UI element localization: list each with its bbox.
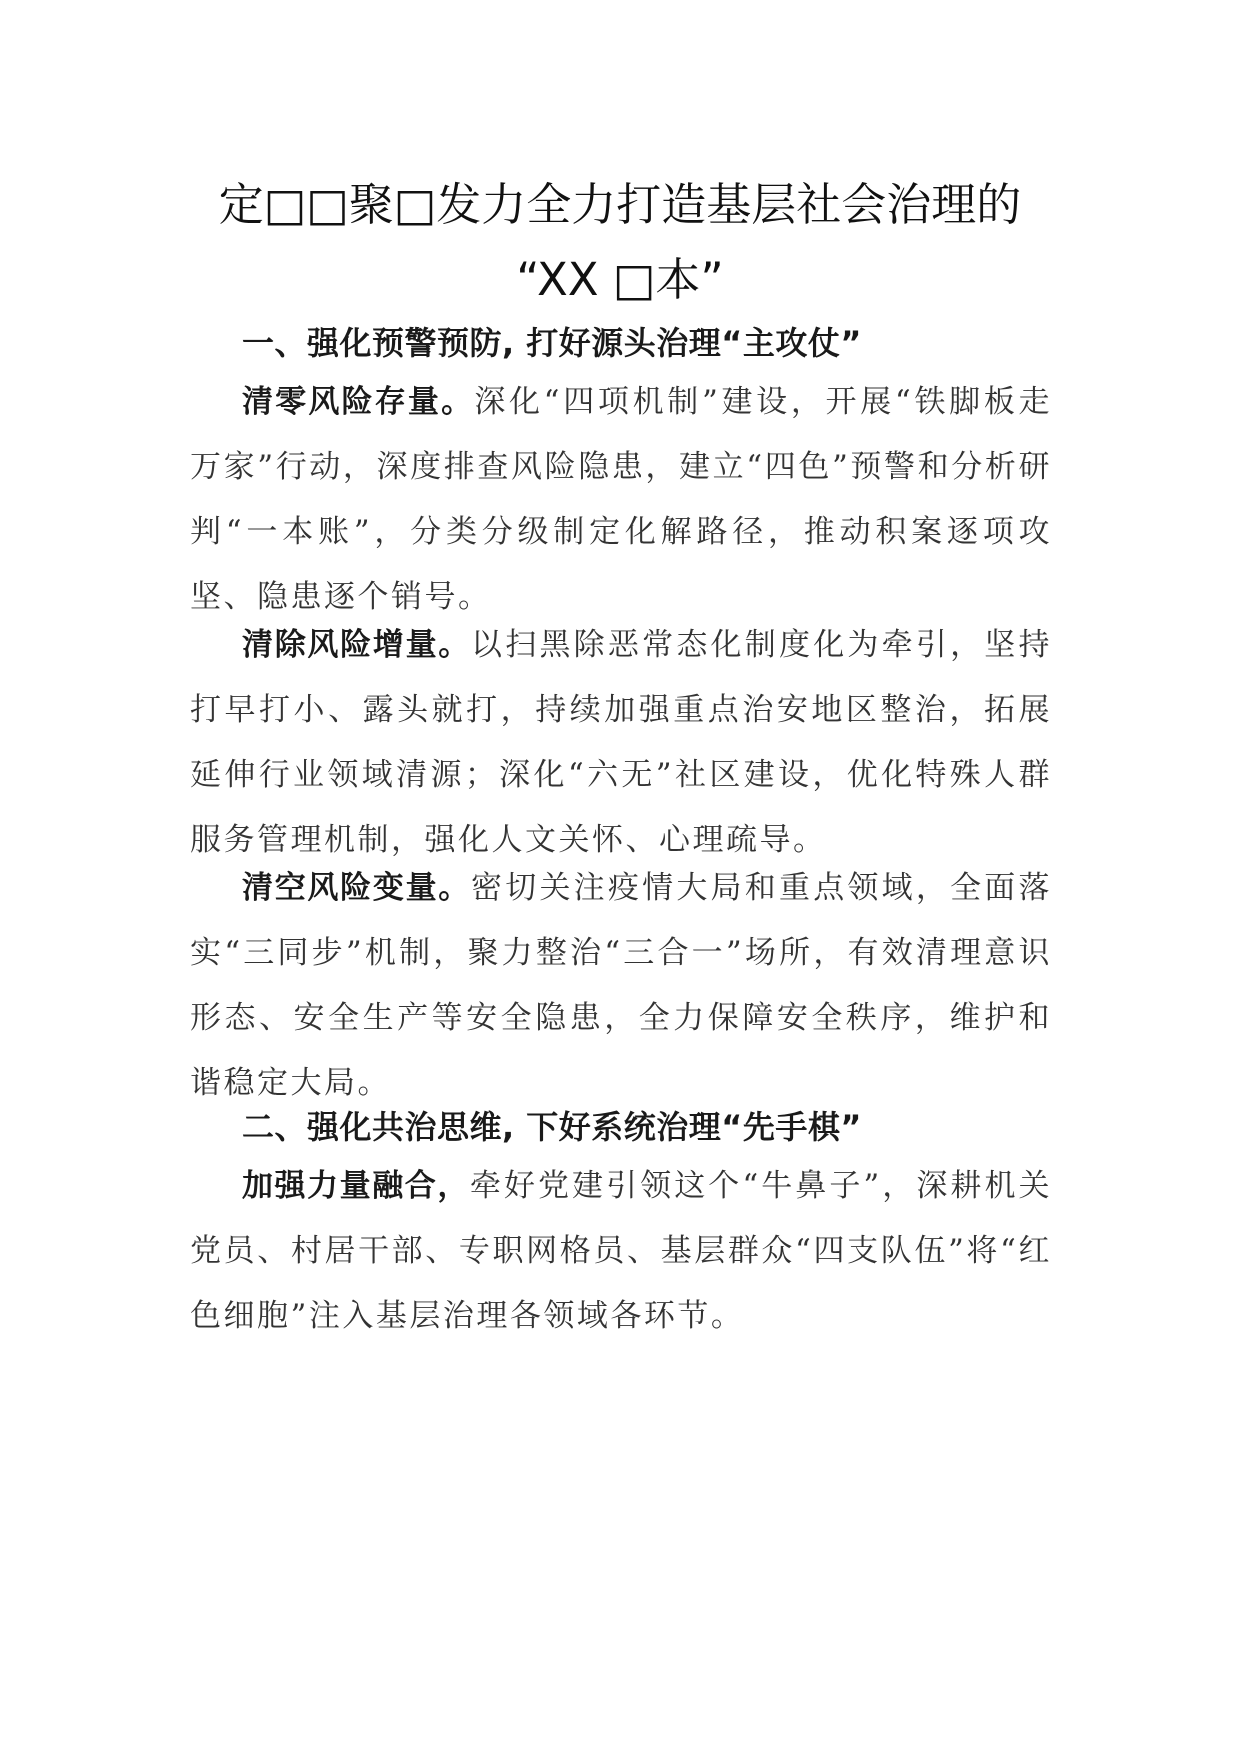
section-heading-1: 一、强化预警预防, 打好源头治理“主攻仗” xyxy=(242,324,862,362)
paragraph-1 xyxy=(190,370,1052,630)
paragraph-lead: 加强力量融合， xyxy=(242,1168,470,1204)
paragraph-2 xyxy=(190,613,1052,873)
section-heading-2: 二、强化共治思维, 下好系统治理“先手棋” xyxy=(242,1108,862,1146)
paragraph-3 xyxy=(190,856,1052,1116)
paragraph-text: 深化“四项机制”建设，开展“铁脚板走万家”行动，深度排查风险隐患，建立“四色”预警和分析研判“一本账”，分类分级制定化解路径，推动积案逐项攻坚、隐患逐个销号。 xyxy=(190,384,1053,615)
paragraph-lead: 清空风险变量。 xyxy=(242,870,472,906)
document-title-line-2: “XX □本” xyxy=(516,253,724,306)
paragraph-text: 以扫黑除恶常态化制度化为牵引，坚持打早打小、露头就打，持续加强重点治安地区整治，拓展延伸行业领域清源；深化“六无”社区建设，优化特殊人群服务管理机制，强化人文关怀、心理疏导。 xyxy=(190,627,1053,858)
paragraph-text: 牵好党建引领这个“牛鼻子”，深耕机关党员、村居干部、专职网格员、基层群众“四支队伍”将“红色细胞”注入基层治理各领域各环节。 xyxy=(190,1168,1053,1334)
paragraph-lead: 清除风险增量。 xyxy=(242,627,472,663)
paragraph-4 xyxy=(190,1154,1052,1349)
paragraph-lead: 清零风险存量。 xyxy=(242,384,475,420)
document-title-line-1: 定□□聚□发力全力打造基层社会治理的 xyxy=(218,178,1022,231)
paragraph-text: 密切关注疫情大局和重点领域，全面落实“三同步”机制，聚力整治“三合一”场所，有效清理意识形态、安全生产等安全隐患，全力保障安全秩序，维护和谐稳定大局。 xyxy=(190,870,1053,1101)
